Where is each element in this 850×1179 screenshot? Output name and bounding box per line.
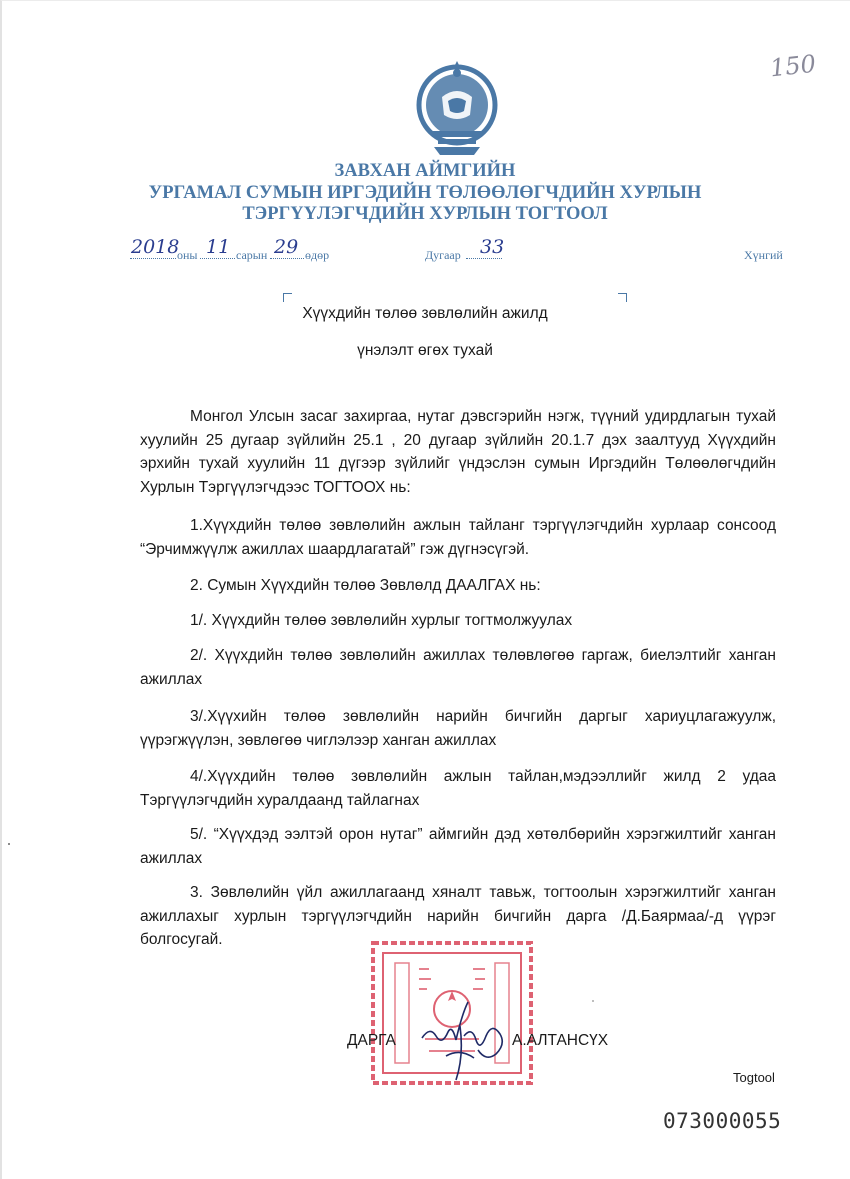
month-underline xyxy=(200,258,235,259)
place-label: Хүнгий xyxy=(744,248,783,262)
date-year: 2018 xyxy=(131,236,180,258)
header-line-2: УРГАМАЛ СУМЫН ИРГЭДИЙН ТӨЛӨӨЛӨГЧДИЙН ХУРЛЫН xyxy=(148,183,702,203)
year-underline xyxy=(130,258,176,259)
decree-number: 33 xyxy=(480,236,505,258)
subject-line-2: үнэлэлт өгөх тухай xyxy=(357,342,493,359)
clause-2-2: 2/. Хүүхдийн төлөө зөвлөлийн ажиллах төлөвлөгөө гаргаж, биелэлтийг ханган ажиллах xyxy=(140,647,776,688)
signatory-title: ДАРГА xyxy=(347,1032,396,1049)
scan-speck xyxy=(8,843,10,845)
clause-2: 2. Сумын Хүүхдийн төлөө Зөвлөлд ДААЛГАХ нь: xyxy=(190,577,541,594)
header-line-1: ЗАВХАН АЙМГИЙН xyxy=(334,161,516,181)
month-label: сарын xyxy=(236,248,268,262)
page-number: 150 xyxy=(768,49,818,83)
serial-number: 073000055 xyxy=(663,1109,782,1133)
subject-corner-left xyxy=(283,293,292,302)
subject-corner-right xyxy=(618,293,627,302)
scan-speck xyxy=(592,1000,594,1002)
header-line-3: ТЭРГҮҮЛЭГЧДИЙН ХУРЛЫН ТОГТООЛ xyxy=(242,204,608,224)
handwritten-signature xyxy=(416,996,522,1082)
subject-line-1: Хүүхдийн төлөө зөвлөлийн ажилд xyxy=(302,305,548,322)
clause-2-1: 1/. Хүүхдийн төлөө зөвлөлийн хурлыг тогтмолжуулах xyxy=(190,612,573,629)
date-month: 11 xyxy=(206,236,231,258)
clause-1: 1.Хүүхдийн төлөө зөвлөлийн ажлын тайланг тэргүүлэгчдийн хурлаар сонсоод “Эрчимжүүлж ажиллах шаардлагатай” гэж дүгнэсүгэй. xyxy=(140,517,776,558)
document-type-label: Togtool xyxy=(733,1070,775,1085)
clause-2-5: 5/. “Хүүхдэд ээлтэй орон нутаг” аймгийн дэд хөтөлбөрийн хэрэгжилтийг ханган ажиллах xyxy=(140,826,776,867)
number-underline xyxy=(466,258,502,259)
number-label: Дугаар xyxy=(425,248,461,262)
clause-3: 3. Зөвлөлийн үйл ажиллагаанд хяналт тавьж, тогтоолын хэрэгжилтийг ханган ажиллахыг хурлын тэргүүлэгчдийн нарийн бичгийн дарга /Д.Баярмаа/-д үүрэг болгосугай. xyxy=(140,884,776,948)
preamble-paragraph: Монгол Улсын засаг захиргаа, нутаг дэвсгэрийн нэгж, түүний удирдлагын тухай хуулийн 25 дугаар зүйлийн 25.1 , 20 дугаар зүйлийн 20.1.7 дэх заалтууд Хүүхдийн эрхийн тухай хуулийн 11 дүгээр зүйлийг үндэслэн сумын Иргэдийн Төлөөлөгчдийн Хурлын Тэргүүлэгчдээс ТОГТООХ нь: xyxy=(140,408,776,496)
signatory-name: А.АЛТАНСҮХ xyxy=(512,1032,609,1049)
year-label: оны xyxy=(177,248,198,262)
state-emblem-icon xyxy=(412,57,502,159)
day-label: өдөр xyxy=(305,248,330,262)
date-day: 29 xyxy=(274,236,299,258)
day-underline xyxy=(270,258,304,259)
clause-2-3: 3/.Хүүхийн төлөө зөвлөлийн нарийн бичгийн даргыг хариуцлагажуулж, үүрэгжүүлэн, зөвлөгөө чиглэлээр ханган ажиллах xyxy=(140,708,776,749)
clause-2-4: 4/.Хүүхдийн төлөө зөвлөлийн ажлын тайлан,мэдээллийг жилд 2 удаа Тэргүүлэгчдийн хуралдаанд тайлагнах xyxy=(140,768,776,809)
